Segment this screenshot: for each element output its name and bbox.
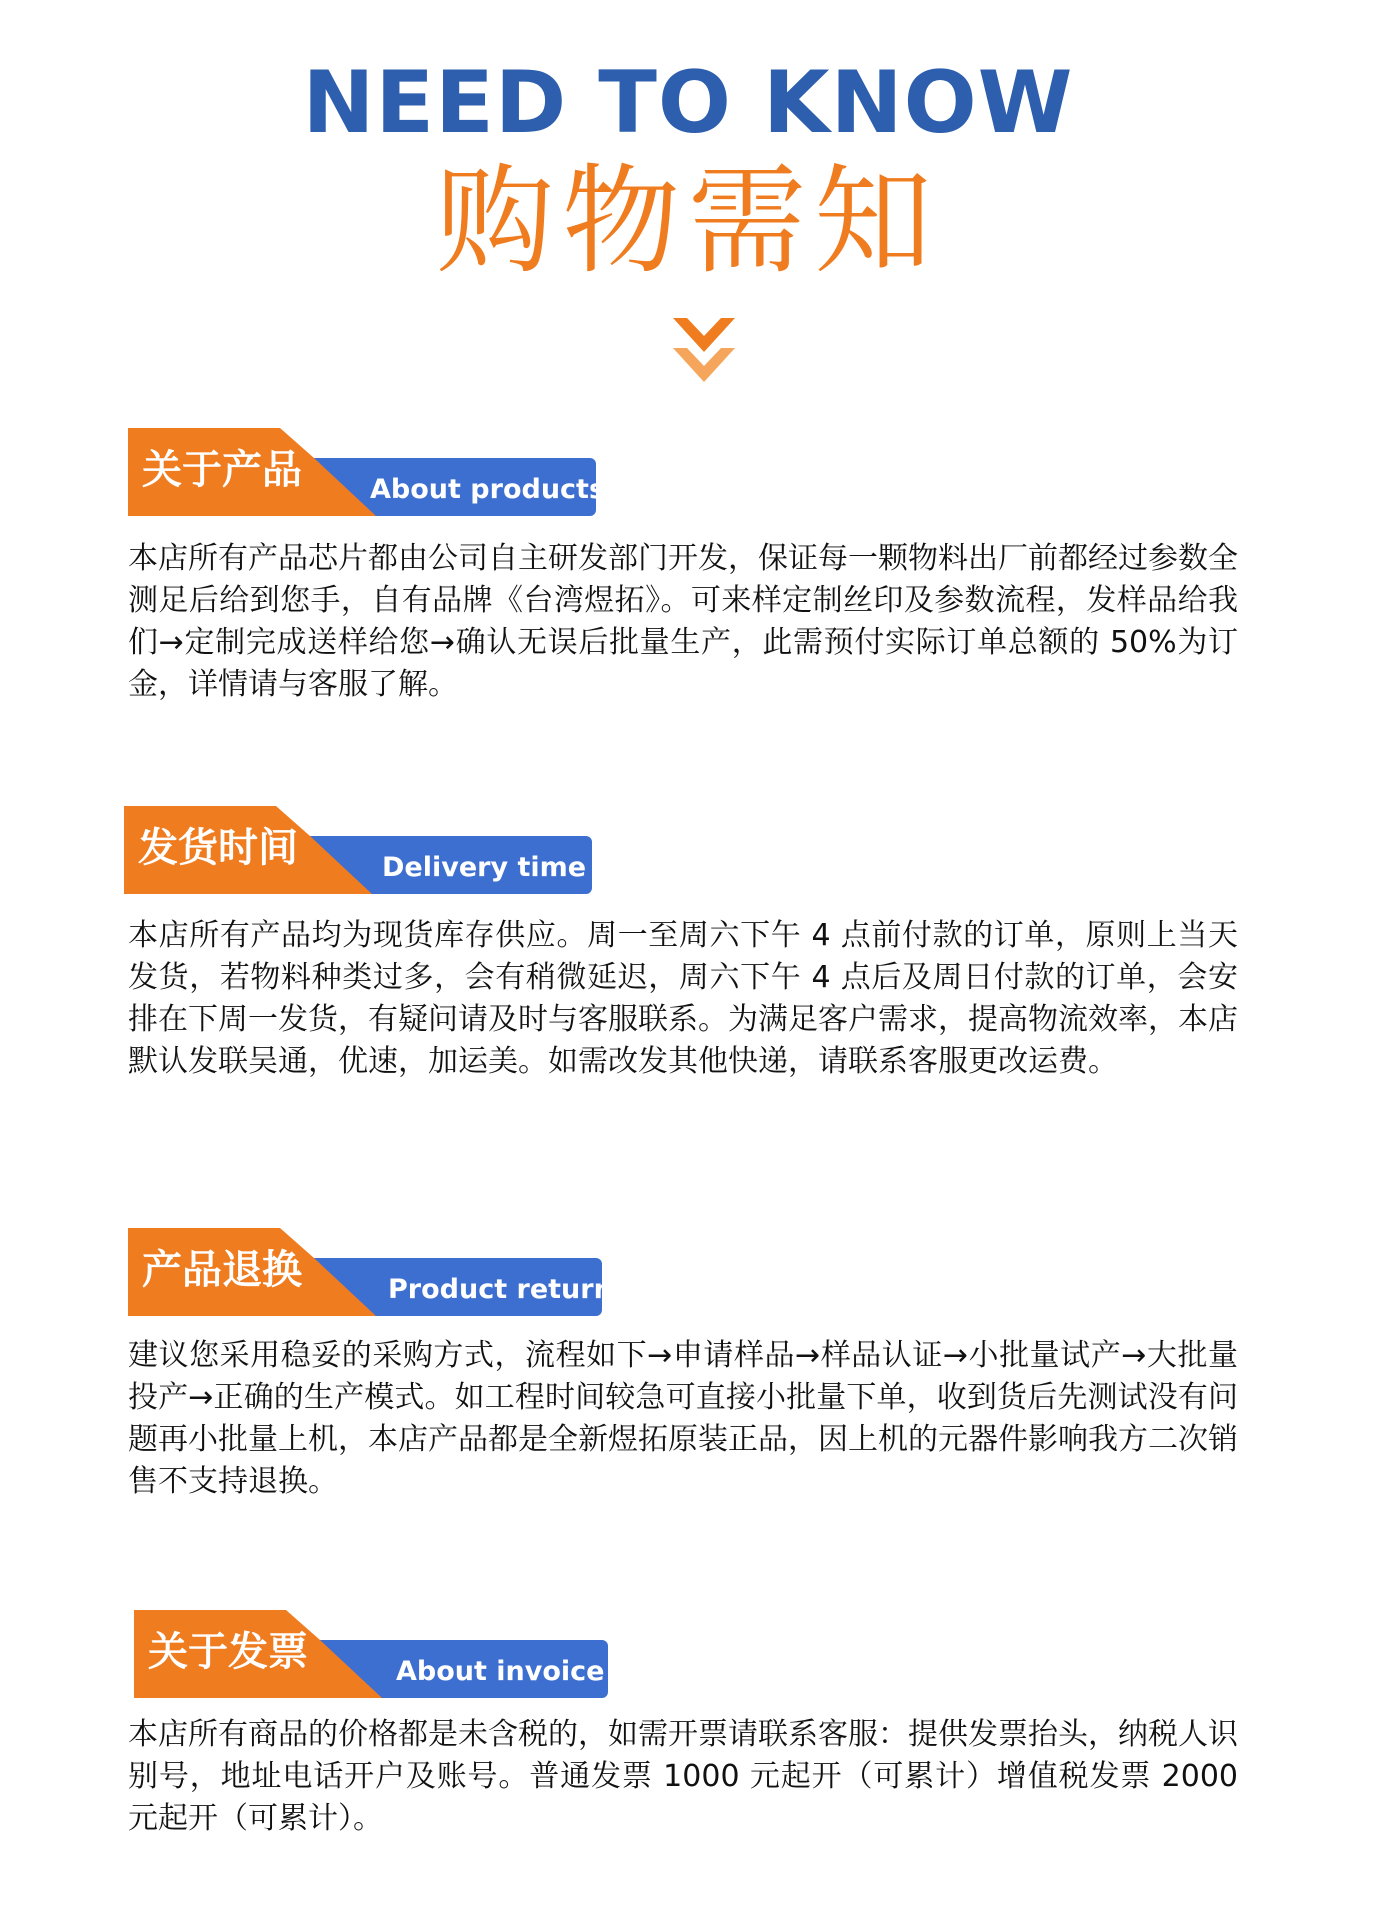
section-body-about-products: 本店所有产品芯片都由公司自主研发部门开发，保证每一颗物料出厂前都经过参数全测足后给到您手，自有品牌《台湾煜拓》。可来样定制丝印及参数流程，发样品给我们→定制完成送样给您→确认无误后批量生产，此需预付实际订单总额的 50%为订金，详情请与客服了解。 bbox=[128, 541, 1238, 702]
double-chevron-down-icon bbox=[673, 318, 735, 398]
section-title-cn: 关于发票 bbox=[148, 1629, 308, 1675]
section-body-delivery-time: 本店所有产品均为现货库存供应。周一至周六下午 4 点前付款的订单，原则上当天发货，若物料种类过多，会有稍微延迟，周六下午 4 点后及周日付款的订单，会安排在下周一发货，有疑问请及时与客服联系。为满足客户需求，提高物流效率，本店默认发联吴通，优速，加运美。如需改发其他快递，请联系客服更改运费。 bbox=[128, 918, 1238, 1079]
section-body-about-invoice: 本店所有商品的价格都是未含税的，如需开票请联系客服：提供发票抬头，纳税人识别号，地址电话开户及账号。普通发票 1000 元起开（可累计）增值税发票 2000 元起开（可累计）。 bbox=[128, 1717, 1238, 1836]
section-header-delivery-time bbox=[124, 806, 594, 896]
section-title-cn: 发货时间 bbox=[138, 825, 298, 871]
section-title-cn: 产品退换 bbox=[142, 1247, 302, 1293]
hero-title-en: NEED TO KNOW bbox=[302, 53, 1074, 153]
section-title-en: About invoice bbox=[396, 1656, 605, 1687]
section-header-about-products bbox=[128, 428, 606, 518]
section-title-en: Delivery time bbox=[382, 852, 587, 883]
section-title-en: About products bbox=[370, 474, 606, 505]
section-title-cn: 关于产品 bbox=[142, 447, 302, 493]
section-title-en: Product return bbox=[388, 1274, 613, 1305]
hero-title-cn: 购物需知 bbox=[435, 152, 940, 290]
section-header-product-return bbox=[128, 1228, 613, 1318]
section-header-about-invoice bbox=[134, 1610, 610, 1700]
section-body-product-return: 建议您采用稳妥的采购方式，流程如下→申请样品→样品认证→小批量试产→大批量投产→正确的生产模式。如工程时间较急可直接小批量下单，收到货后先测试没有问题再小批量上机，本店产品都是全新煜拓原装正品，因上机的元器件影响我方二次销售不支持退换。 bbox=[128, 1338, 1238, 1499]
